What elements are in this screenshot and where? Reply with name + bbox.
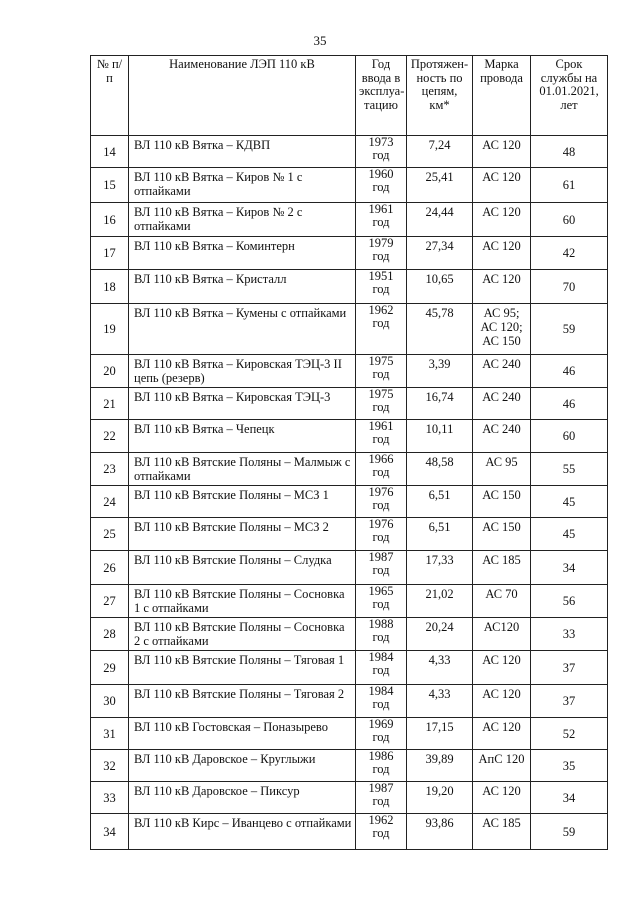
- table-row: [91, 388, 608, 420]
- table-row: [91, 551, 608, 585]
- header-name: Наименование ЛЭП 110 кВ: [129, 56, 356, 136]
- cell-name: ВЛ 110 кВ Даровское – Пиксур: [129, 782, 356, 814]
- table-row: [91, 486, 608, 518]
- table-row: [91, 237, 608, 270]
- cell-life: 52: [531, 718, 608, 750]
- cell-wire: АС120: [473, 618, 531, 651]
- cell-life: 34: [531, 551, 608, 585]
- table-row: [91, 685, 608, 718]
- cell-life: 46: [531, 355, 608, 388]
- cell-num: 14: [91, 136, 129, 168]
- cell-name: ВЛ 110 кВ Вятские Поляны – Тяговая 1: [129, 651, 356, 685]
- cell-wire: АС 120: [473, 270, 531, 304]
- table-row: [91, 718, 608, 750]
- cell-year: 1969 год: [356, 718, 407, 750]
- cell-year: 1962 год: [356, 304, 407, 355]
- table-row: [91, 420, 608, 453]
- cell-name: ВЛ 110 кВ Вятка – Киров № 2 с отпайками: [129, 203, 356, 237]
- cell-life: 33: [531, 618, 608, 651]
- cell-year: 1960 год: [356, 168, 407, 203]
- cell-year: 1987 год: [356, 782, 407, 814]
- cell-life: 48: [531, 136, 608, 168]
- header-wire: Марка провода: [473, 56, 531, 136]
- table-body: [91, 136, 608, 850]
- cell-year: 1961 год: [356, 203, 407, 237]
- cell-length: 39,89: [407, 750, 473, 782]
- cell-name: ВЛ 110 кВ Вятка – КДВП: [129, 136, 356, 168]
- cell-length: 24,44: [407, 203, 473, 237]
- cell-num: 23: [91, 453, 129, 486]
- table-row: [91, 136, 608, 168]
- cell-wire: АпС 120: [473, 750, 531, 782]
- cell-wire: АС 120: [473, 685, 531, 718]
- cell-life: 59: [531, 304, 608, 355]
- cell-wire: АС 95: [473, 453, 531, 486]
- table-row: [91, 304, 608, 355]
- cell-name: ВЛ 110 кВ Даровское – Круглыжи: [129, 750, 356, 782]
- cell-num: 16: [91, 203, 129, 237]
- cell-name: ВЛ 110 кВ Вятские Поляны – Малмыж с отпайками: [129, 453, 356, 486]
- cell-num: 18: [91, 270, 129, 304]
- cell-length: 4,33: [407, 651, 473, 685]
- cell-year: 1962 год: [356, 814, 407, 850]
- cell-life: 45: [531, 486, 608, 518]
- cell-year: 1987 год: [356, 551, 407, 585]
- cell-wire: АС 120: [473, 237, 531, 270]
- cell-name: ВЛ 110 кВ Вятка – Киров № 1 с отпайками: [129, 168, 356, 203]
- cell-name: ВЛ 110 кВ Вятка – Коминтерн: [129, 237, 356, 270]
- cell-year: 1961 год: [356, 420, 407, 453]
- cell-year: 1951 год: [356, 270, 407, 304]
- cell-name: ВЛ 110 кВ Вятка – Кристалл: [129, 270, 356, 304]
- cell-num: 26: [91, 551, 129, 585]
- cell-num: 19: [91, 304, 129, 355]
- cell-length: 17,33: [407, 551, 473, 585]
- cell-name: ВЛ 110 кВ Вятка – Кировская ТЭЦ-3: [129, 388, 356, 420]
- cell-life: 55: [531, 453, 608, 486]
- cell-name: ВЛ 110 кВ Вятские Поляны – Сосновка 2 с отпайками: [129, 618, 356, 651]
- cell-life: 46: [531, 388, 608, 420]
- header-num: № п/п: [91, 56, 129, 136]
- cell-year: 1986 год: [356, 750, 407, 782]
- cell-length: 16,74: [407, 388, 473, 420]
- table-row: [91, 618, 608, 651]
- table-row: [91, 168, 608, 203]
- table-row: [91, 518, 608, 551]
- table-row: [91, 203, 608, 237]
- cell-name: ВЛ 110 кВ Вятские Поляны – МСЗ 1: [129, 486, 356, 518]
- cell-num: 32: [91, 750, 129, 782]
- header-year: Год ввода в эксплуа-тацию: [356, 56, 407, 136]
- cell-num: 29: [91, 651, 129, 685]
- cell-life: 60: [531, 203, 608, 237]
- cell-life: 34: [531, 782, 608, 814]
- cell-wire: АС 120: [473, 782, 531, 814]
- header-length: Протяжен-ность по цепям, км*: [407, 56, 473, 136]
- cell-num: 20: [91, 355, 129, 388]
- cell-name: ВЛ 110 кВ Вятка – Кировская ТЭЦ-3 II цепь (резерв): [129, 355, 356, 388]
- cell-year: 1975 год: [356, 355, 407, 388]
- cell-length: 7,24: [407, 136, 473, 168]
- cell-length: 27,34: [407, 237, 473, 270]
- cell-year: 1984 год: [356, 685, 407, 718]
- cell-num: 28: [91, 618, 129, 651]
- cell-wire: АС 185: [473, 551, 531, 585]
- cell-num: 24: [91, 486, 129, 518]
- cell-life: 56: [531, 585, 608, 618]
- cell-name: ВЛ 110 кВ Вятские Поляны – Тяговая 2: [129, 685, 356, 718]
- cell-wire: АС 120: [473, 168, 531, 203]
- cell-year: 1976 год: [356, 518, 407, 551]
- cell-length: 10,11: [407, 420, 473, 453]
- table-row: [91, 651, 608, 685]
- cell-length: 6,51: [407, 486, 473, 518]
- cell-length: 17,15: [407, 718, 473, 750]
- cell-num: 33: [91, 782, 129, 814]
- cell-life: 35: [531, 750, 608, 782]
- cell-wire: АС 150: [473, 486, 531, 518]
- cell-year: 1965 год: [356, 585, 407, 618]
- cell-wire: АС 150: [473, 518, 531, 551]
- cell-length: 19,20: [407, 782, 473, 814]
- table-header-row: [91, 56, 608, 136]
- cell-wire: АС 185: [473, 814, 531, 850]
- cell-life: 37: [531, 685, 608, 718]
- cell-year: 1966 год: [356, 453, 407, 486]
- cell-wire: АС 120: [473, 203, 531, 237]
- cell-name: ВЛ 110 кВ Гостовская – Поназырево: [129, 718, 356, 750]
- cell-wire: АС 120: [473, 136, 531, 168]
- cell-num: 31: [91, 718, 129, 750]
- cell-year: 1973 год: [356, 136, 407, 168]
- cell-num: 34: [91, 814, 129, 850]
- cell-life: 42: [531, 237, 608, 270]
- cell-length: 4,33: [407, 685, 473, 718]
- cell-length: 6,51: [407, 518, 473, 551]
- cell-wire: АС 240: [473, 388, 531, 420]
- header-life: Срок службы на 01.01.2021, лет: [531, 56, 608, 136]
- cell-wire: АС 240: [473, 420, 531, 453]
- cell-life: 70: [531, 270, 608, 304]
- cell-life: 60: [531, 420, 608, 453]
- cell-life: 37: [531, 651, 608, 685]
- table-row: [91, 782, 608, 814]
- cell-life: 59: [531, 814, 608, 850]
- cell-life: 61: [531, 168, 608, 203]
- power-lines-table: [90, 55, 608, 850]
- cell-length: 93,86: [407, 814, 473, 850]
- cell-name: ВЛ 110 кВ Кирс – Иванцево с отпайками: [129, 814, 356, 850]
- cell-num: 15: [91, 168, 129, 203]
- cell-length: 20,24: [407, 618, 473, 651]
- cell-num: 30: [91, 685, 129, 718]
- cell-name: ВЛ 110 кВ Вятские Поляны – МСЗ 2: [129, 518, 356, 551]
- cell-wire: АС 70: [473, 585, 531, 618]
- cell-num: 17: [91, 237, 129, 270]
- cell-num: 25: [91, 518, 129, 551]
- cell-wire: АС 95; АС 120; АС 150: [473, 304, 531, 355]
- cell-name: ВЛ 110 кВ Вятка – Кумены с отпайками: [129, 304, 356, 355]
- cell-year: 1988 год: [356, 618, 407, 651]
- cell-name: ВЛ 110 кВ Вятские Поляны – Слудка: [129, 551, 356, 585]
- cell-wire: АС 120: [473, 718, 531, 750]
- cell-wire: АС 120: [473, 651, 531, 685]
- cell-year: 1976 год: [356, 486, 407, 518]
- table-row: [91, 270, 608, 304]
- cell-length: 25,41: [407, 168, 473, 203]
- cell-name: ВЛ 110 кВ Вятские Поляны – Сосновка 1 с отпайками: [129, 585, 356, 618]
- cell-num: 27: [91, 585, 129, 618]
- table-row: [91, 585, 608, 618]
- cell-length: 21,02: [407, 585, 473, 618]
- table-row: [91, 750, 608, 782]
- cell-num: 22: [91, 420, 129, 453]
- table-row: [91, 453, 608, 486]
- table-row: [91, 355, 608, 388]
- cell-year: 1975 год: [356, 388, 407, 420]
- cell-year: 1984 год: [356, 651, 407, 685]
- cell-year: 1979 год: [356, 237, 407, 270]
- cell-name: ВЛ 110 кВ Вятка – Чепецк: [129, 420, 356, 453]
- page-number: 35: [313, 33, 327, 48]
- cell-length: 48,58: [407, 453, 473, 486]
- cell-wire: АС 240: [473, 355, 531, 388]
- cell-length: 3,39: [407, 355, 473, 388]
- cell-life: 45: [531, 518, 608, 551]
- table-row: [91, 814, 608, 850]
- cell-length: 10,65: [407, 270, 473, 304]
- cell-num: 21: [91, 388, 129, 420]
- cell-length: 45,78: [407, 304, 473, 355]
